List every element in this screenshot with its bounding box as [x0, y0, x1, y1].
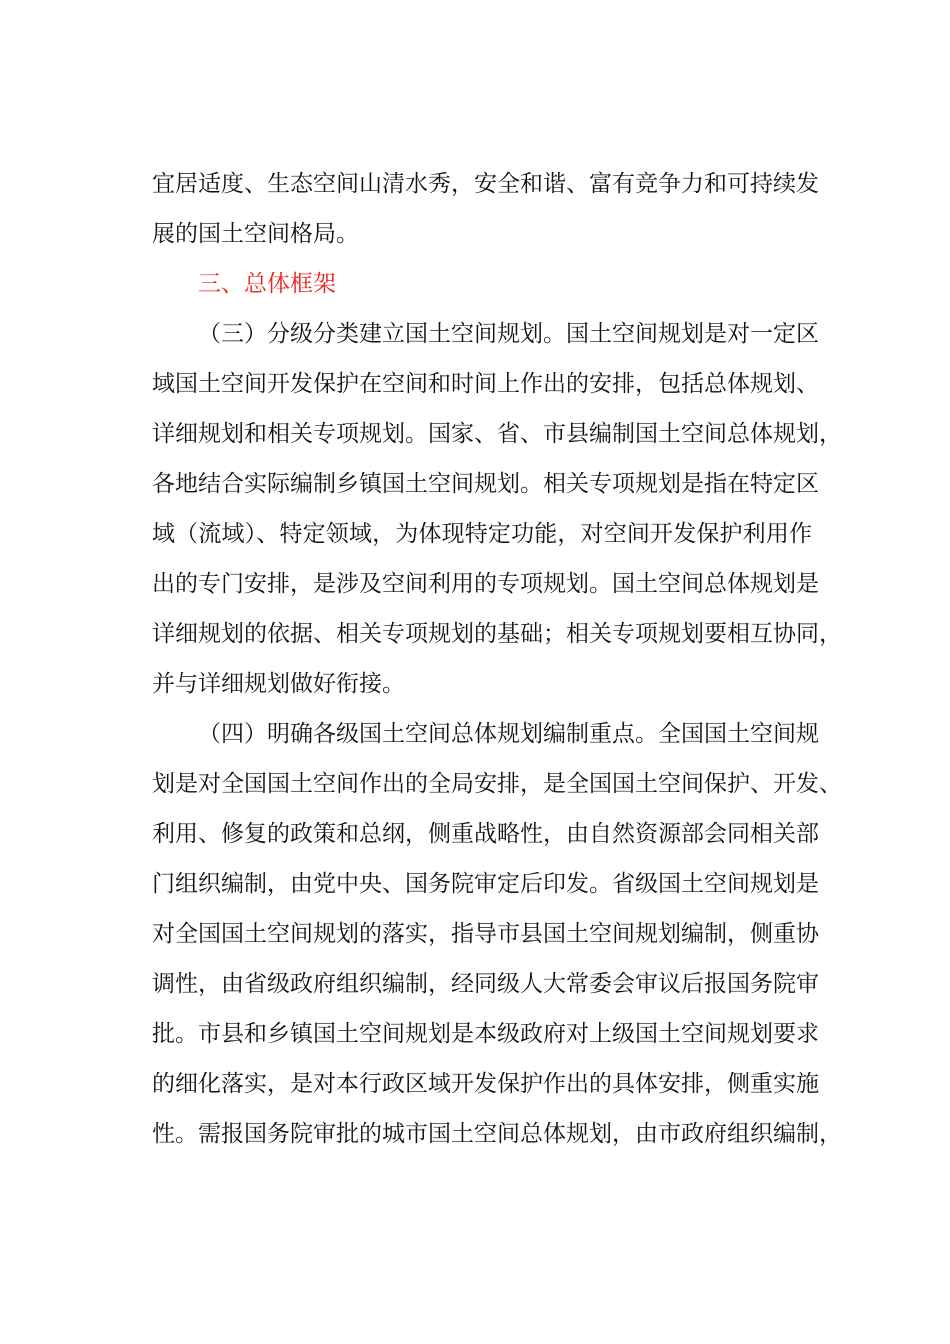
- body-text-line: 详细规划的依据、相关专项规划的基础；相关专项规划要相互协同，: [152, 621, 842, 647]
- body-text-line: 并与详细规划做好衔接。: [152, 671, 405, 697]
- body-text-line: 域（流域）、特定领域，为体现特定功能，对空间开发保护利用作: [152, 521, 812, 547]
- body-text-line: 的细化落实，是对本行政区域开发保护作出的具体安排，侧重实施: [152, 1071, 819, 1097]
- body-text-line: 对全国国土空间规划的落实，指导市县国土空间规划编制，侧重协: [152, 921, 819, 947]
- paragraph-first-line: （三）分级分类建立国土空间规划。国土空间规划是对一定区: [198, 321, 819, 347]
- body-text-line: 各地结合实际编制乡镇国土空间规划。相关专项规划是指在特定区: [152, 471, 819, 497]
- body-text-line: 批。市县和乡镇国土空间规划是本级政府对上级国土空间规划要求: [152, 1021, 819, 1047]
- body-text-line: 调性，由省级政府组织编制，经同级人大常委会审议后报国务院审: [152, 971, 819, 997]
- body-text-line: 划是对全国国土空间作出的全局安排，是全国国土空间保护、开发、: [152, 771, 842, 797]
- body-text-line: 性。需报国务院审批的城市国土空间总体规划，由市政府组织编制，: [152, 1121, 842, 1147]
- paragraph-first-line: （四）明确各级国土空间总体规划编制重点。全国国土空间规: [198, 721, 819, 747]
- body-text-line: 域国土空间开发保护在空间和时间上作出的安排，包括总体规划、: [152, 371, 819, 397]
- body-text-line: 展的国土空间格局。: [152, 221, 359, 247]
- body-text-line: 宜居适度、生态空间山清水秀，安全和谐、富有竞争力和可持续发: [152, 171, 819, 197]
- section-heading: 三、总体框架: [198, 271, 336, 297]
- body-text-line: 详细规划和相关专项规划。国家、省、市县编制国土空间总体规划，: [152, 421, 842, 447]
- body-text-line: 出的专门安排，是涉及空间利用的专项规划。国土空间总体规划是: [152, 571, 819, 597]
- body-text-line: 门组织编制，由党中央、国务院审定后印发。省级国土空间规划是: [152, 871, 819, 897]
- body-text-line: 利用、修复的政策和总纲，侧重战略性，由自然资源部会同相关部: [152, 821, 819, 847]
